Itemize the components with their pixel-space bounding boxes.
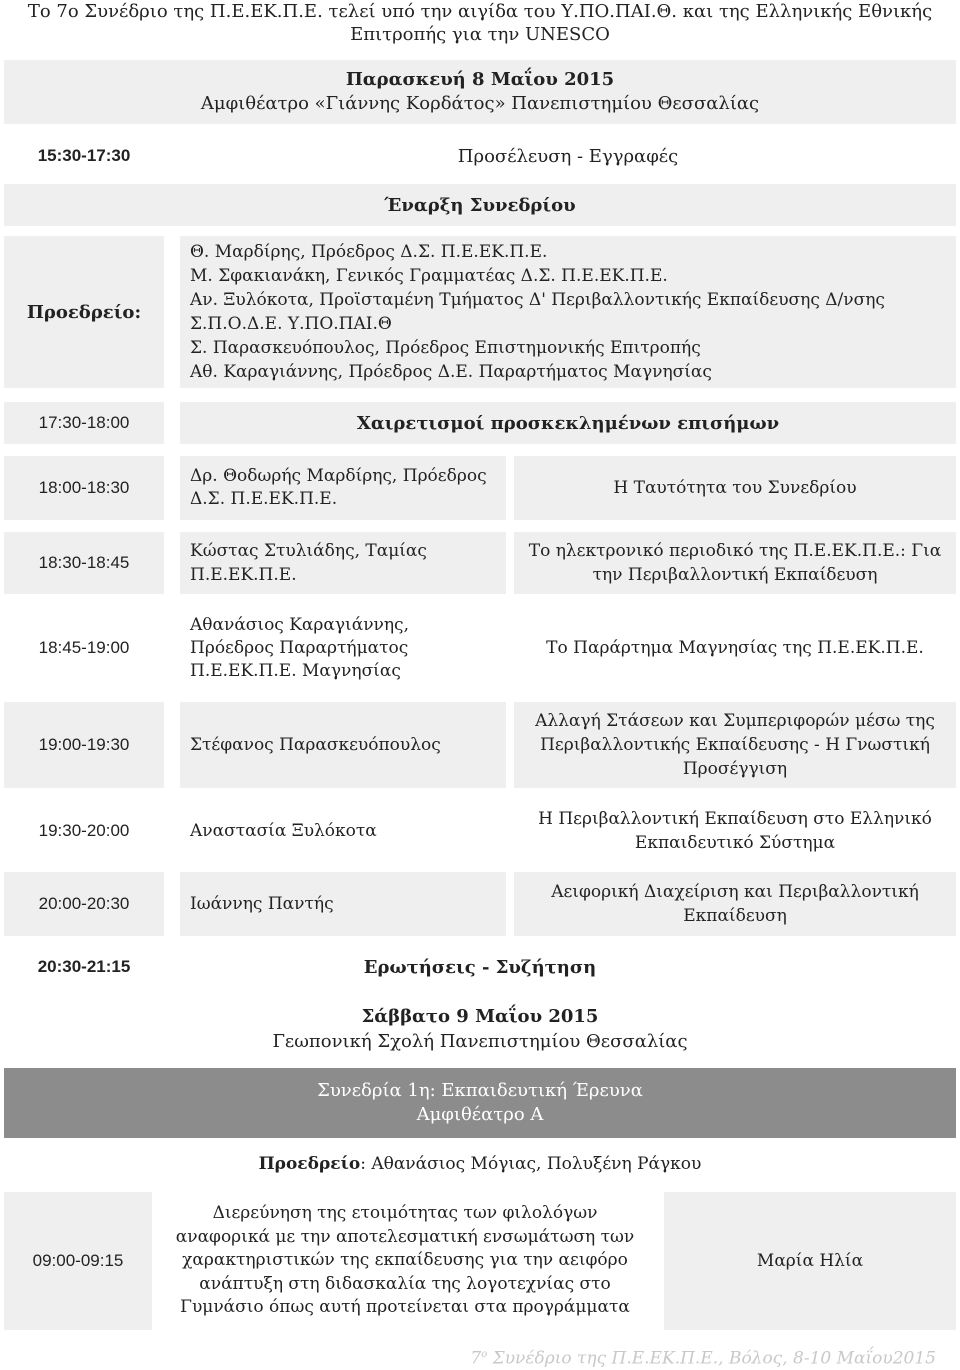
arrival-time: 15:30-17:30 <box>37 146 131 165</box>
footer-number: 7 <box>470 1348 482 1369</box>
session-room: Αμφιθέατρο Α <box>416 1104 544 1125</box>
footer <box>470 1344 936 1370</box>
presidium-member: Αν. Ξυλόκοτα, Προϊσταμένη Τμήματος Δ' Περιβαλλοντικής Εκπαίδευσης Δ/νσης <box>190 290 885 310</box>
title-line: Εκπαιδευτικό Σύστημα <box>634 833 836 853</box>
day2-presidium <box>0 1152 960 1176</box>
title-line: Προσέγγιση <box>682 759 788 779</box>
schedule-title <box>514 800 956 862</box>
title-line: Περιβαλλοντικής Εκπαίδευσης - Η Γνωστική <box>540 735 930 755</box>
schedule-title <box>514 702 956 788</box>
presidium-label: Προεδρείο: <box>4 236 164 388</box>
presidium-member: Σ. Παρασκευόπουλος, Πρόεδρος Επιστημονικής Επιτροπής <box>190 338 701 358</box>
day1-date: Παρασκευή 8 Μαΐου 2015 <box>345 69 615 90</box>
speaker-line: Στέφανος Παρασκευόπουλος <box>190 734 441 755</box>
title-line: Η Περιβαλλοντική Εκπαίδευση στο Ελληνικό <box>538 809 932 829</box>
presidium-members <box>180 236 956 388</box>
schedule-speaker <box>180 872 506 936</box>
schedule-title <box>514 604 956 692</box>
presidium-member: Αθ. Καραγιάννης, Πρόεδρος Δ.Ε. Παραρτήματος Μαγνησίας <box>190 362 712 382</box>
day2-presidium-names: : Αθανάσιος Μόγιας, Πολυξένη Ράγκου <box>360 1154 702 1174</box>
session-title: Συνεδρία 1η: Εκπαιδευτική Έρευνα <box>317 1080 643 1101</box>
title-line: αναφορικά με την αποτελεσματική ενσωμάτωση των <box>175 1226 635 1247</box>
schedule-speaker <box>180 456 506 520</box>
questions-label: Ερωτήσεις - Συζήτηση <box>363 956 597 978</box>
speaker-line: Δ.Σ. Π.Ε.ΕΚ.Π.Ε. <box>190 489 338 509</box>
day2-heading <box>0 1004 960 1054</box>
speaker-line: Π.Ε.ΕΚ.Π.Ε. Μαγνησίας <box>190 660 401 681</box>
title-line: Γυμνάσιο όπως αυτή προτείνεται στα προγράμματα <box>180 1297 630 1318</box>
title-line: ανάπτυξη στη διδασκαλία της λογοτεχνίας στο <box>199 1273 611 1294</box>
footer-text: Συνέδριο της Π.Ε.ΕΚ.Π.Ε., Βόλος, 8-10 Μαΐου2015 <box>487 1348 936 1369</box>
presidium-member: Μ. Σφακιανάκη, Γενικός Γραμματέας Δ.Σ. Π.Ε.ΕΚ.Π.Ε. <box>190 266 668 286</box>
schedule-title <box>514 456 956 520</box>
title-line: Εκπαίδευση <box>683 906 787 926</box>
title-line: την Περιβαλλοντική Εκπαίδευση <box>592 565 878 585</box>
title-line: χαρακτηριστικών της εκπαίδευσης για την αειφόρο <box>182 1250 628 1271</box>
speaker-line: Πρόεδρος Παραρτήματος <box>190 637 409 658</box>
questions-time: 20:30-21:15 <box>37 957 131 976</box>
schedule-time: 19:00-19:30 <box>4 702 164 788</box>
schedule-author: Μαρία Ηλία <box>664 1192 956 1330</box>
schedule-title <box>514 872 956 936</box>
schedule-time: 19:30-20:00 <box>38 821 130 840</box>
schedule-time: 18:30-18:45 <box>4 532 164 594</box>
schedule-time: 18:45-19:00 <box>38 638 130 657</box>
schedule-time: 18:00-18:30 <box>4 456 164 520</box>
schedule-time: 20:00-20:30 <box>4 872 164 936</box>
footer-sup: ο <box>481 1349 488 1360</box>
opening-heading: Έναρξη Συνεδρίου <box>4 184 956 226</box>
greetings-label: Χαιρετισμοί προσκεκλημένων επισήμων <box>180 402 956 444</box>
title-line: Αλλαγή Στάσεων και Συμπεριφορών μέσω της <box>535 711 935 731</box>
schedule-speaker <box>180 800 506 862</box>
presidium-member: Σ.Π.Ο.Δ.Ε. Υ.ΠΟ.ΠΑΙ.Θ <box>190 314 392 334</box>
speaker-line: Αναστασία Ξυλόκοτα <box>190 820 377 841</box>
greetings-time: 17:30-18:00 <box>4 402 164 444</box>
schedule-speaker <box>180 604 506 692</box>
schedule-time: 09:00-09:15 <box>4 1192 152 1330</box>
title-line: Το Παράρτημα Μαγνησίας της Π.Ε.ΕΚ.Π.Ε. <box>546 637 924 658</box>
schedule-speaker <box>180 532 506 594</box>
schedule-speaker <box>180 702 506 788</box>
header-line-1: Το 7ο Συνέδριο της Π.Ε.ΕΚ.Π.Ε. τελεί υπό την αιγίδα του Υ.ΠΟ.ΠΑΙ.Θ. και της Ελληνικής Εθνικής <box>27 1 933 22</box>
speaker-line: Π.Ε.ΕΚ.Π.Ε. <box>190 565 297 585</box>
day2-presidium-label: Προεδρείο <box>258 1154 361 1174</box>
presidium-member: Θ. Μαρδίρης, Πρόεδρος Δ.Σ. Π.Ε.ΕΚ.Π.Ε. <box>190 242 548 262</box>
speaker-line: Ιωάννης Παντής <box>190 893 334 914</box>
title-line: Αειφορική Διαχείριση και Περιβαλλοντική <box>551 882 919 902</box>
title-line: Η Ταυτότητα του Συνεδρίου <box>613 477 857 498</box>
schedule-title <box>160 1192 650 1330</box>
session-banner <box>4 1068 956 1138</box>
schedule-title <box>514 532 956 594</box>
day1-heading <box>4 60 956 124</box>
title-line: Το ηλεκτρονικό περιοδικό της Π.Ε.ΕΚ.Π.Ε.: Για <box>528 541 942 561</box>
speaker-line: Αθανάσιος Καραγιάννης, <box>190 614 409 635</box>
day2-date: Σάββατο 9 Μαΐου 2015 <box>361 1006 599 1027</box>
arrival-label: Προσέλευση - Εγγραφές <box>457 145 679 167</box>
day1-venue: Αμφιθέατρο «Γιάννης Κορδάτος» Πανεπιστημίου Θεσσαλίας <box>200 93 760 114</box>
header-line-2: Επιτροπής για την UNESCO <box>350 24 610 45</box>
speaker-line: Δρ. Θοδωρής Μαρδίρης, Πρόεδρος <box>190 466 487 486</box>
title-line: Διερεύνηση της ετοιμότητας των φιλολόγων <box>212 1203 598 1224</box>
speaker-line: Κώστας Στυλιάδης, Ταμίας <box>190 541 427 561</box>
header <box>0 0 960 46</box>
day2-venue: Γεωπονική Σχολή Πανεπιστημίου Θεσσαλίας <box>272 1031 688 1052</box>
